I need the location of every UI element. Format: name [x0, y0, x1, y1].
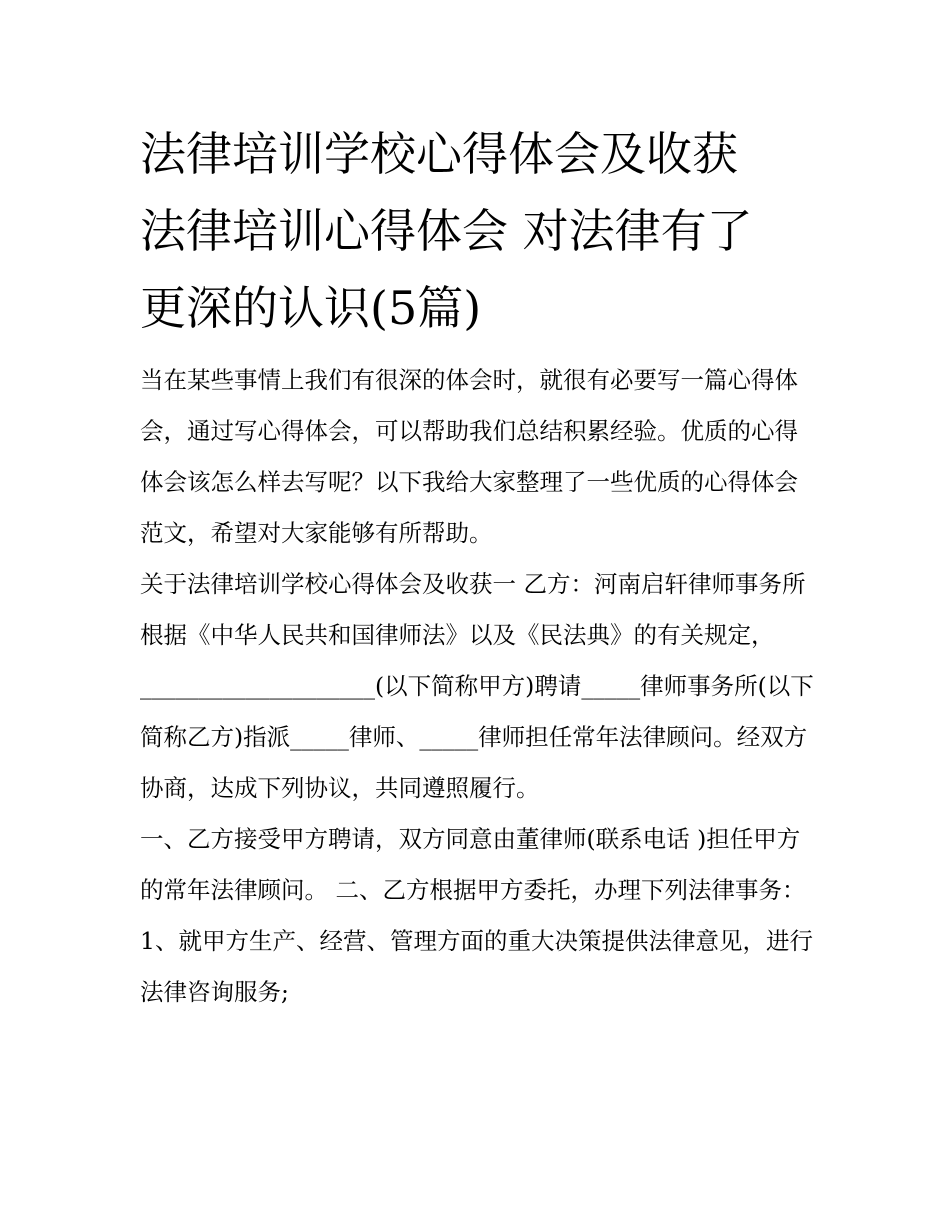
- title-line-2: 法律培训心得体会 对法律有了: [140, 204, 753, 258]
- clause-one-paragraph: 一、乙方接受甲方聘请，双方同意由董律师(联系电话 )担任甲方的常年法律顾问。 二、乙方根据甲方委托，办理下列法律事务：: [140, 825, 806, 904]
- title-line-1: 法律培训学校心得体会及收获: [140, 127, 738, 181]
- document-title: [140, 116, 820, 347]
- document-body: [140, 116, 820, 1018]
- intro-paragraph: 当在某些事情上我们有很深的体会时，就很有必要写一篇心得体会，通过写心得体会，可以帮助我们总结积累经验。优质的心得体会该怎么样去写呢？以下我给大家整理了一些优质的心得体会范文，希望对大家能够有所帮助。: [140, 366, 798, 547]
- clause-item-1-paragraph: 1、就甲方生产、经营、管理方面的重大决策提供法律意见，进行法律咨询服务;: [140, 927, 813, 1006]
- contract-preamble-paragraph: 根据《中华人民共和国律师法》以及《民法典》的有关规定，____________________(以下简称甲方)聘请_____律师事务所(以下简称乙方)指派_____律师、_____律师担任常年法律顾问。经双方协商，达成下列协议，共同遵照履行。: [140, 621, 814, 802]
- title-line-3: 更深的认识(5篇): [140, 281, 482, 335]
- section-heading-party-b: 关于法律培训学校心得体会及收获一 乙方：河南启轩律师事务所: [140, 570, 806, 598]
